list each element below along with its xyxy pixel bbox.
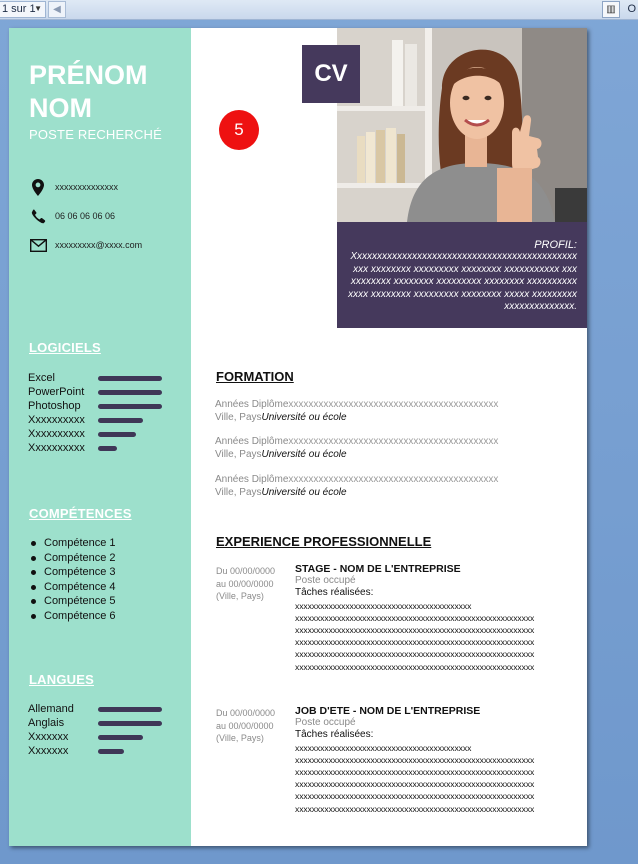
task-line: xxxxxxxxxxxxxxxxxxxxxxxxxxxxxxxxxxxxxxxxxxxxxxxxxxxxxxxxx [295,803,535,814]
document-page [9,28,587,846]
skill-label: Xxxxxxxxxx [28,414,85,426]
skill-label: Xxxxxxxxxx [28,442,85,454]
task-line: xxxxxxxxxxxxxxxxxxxxxxxxxxxxxxxxxxxxxxxxxx [295,600,472,611]
list-item: Compétence 5 [29,594,116,609]
skill-label: Excel [28,372,55,384]
formation-entry [215,436,515,461]
phone-text: 06 06 06 06 06 [55,211,116,221]
contact-address [29,178,118,196]
task-line: xxxxxxxxxxxxxxxxxxxxxxxxxxxxxxxxxxxxxxxxxxxxxxxxxxxxxxxxx [295,791,535,802]
skill-row [28,702,168,716]
number-badge: 5 [219,110,259,150]
date-from: Du 00/00/0000 [216,708,276,718]
page-indicator-label: 1 sur 1 [2,3,36,15]
arrow-left-icon: ◀ [53,4,61,15]
formation-years: Années Diplôme [215,436,289,447]
formation-entry [215,474,515,499]
contact-phone [29,207,115,225]
skill-level-bar [98,735,143,740]
skill-label: Xxxxxxx [28,731,69,743]
profil-box [337,222,587,328]
task-line: xxxxxxxxxxxxxxxxxxxxxxxxxxxxxxxxxxxxxxxxxxxxxxxxxxxxxxxxx [295,754,535,765]
competences-title: COMPÉTENCES [29,506,132,521]
pages-icon: ▥ [606,4,616,15]
experience-location: (Ville, Pays) [216,591,264,601]
page-indicator-dropdown[interactable] [0,1,46,18]
email-text: xxxxxxxxx@xxxx.com [55,240,143,250]
skill-row [28,441,168,455]
skill-level-bar [98,390,162,395]
chevron-down-icon: ▼ [34,4,42,13]
tasks-label: Tâches réalisées: [295,587,374,599]
date-to: au 00/00/0000 [216,578,274,589]
job-position: Poste occupé [295,717,356,729]
task-line: xxxxxxxxxxxxxxxxxxxxxxxxxxxxxxxxxxxxxxxxxxxxxxxxxxxxxxxxx [295,625,535,636]
task-line: xxxxxxxxxxxxxxxxxxxxxxxxxxxxxxxxxxxxxxxxxxxxxxxxxxxxxxxxx [295,612,535,623]
task-line: xxxxxxxxxxxxxxxxxxxxxxxxxxxxxxxxxxxxxxxxxxxxxxxxxxxxxxxxx [295,661,535,672]
resume-sidebar [9,28,191,846]
list-item: Compétence 6 [29,609,116,624]
tasks-label: Tâches réalisées: [295,729,374,741]
skill-row [28,716,168,730]
skill-level-bar [98,446,117,451]
formation-x: xxxxxxxxxxxxxxxxxxxxxxxxxxxxxxxxxxxxxxxxxx [288,474,499,485]
experience-location: (Ville, Pays) [216,733,264,743]
task-line: xxxxxxxxxxxxxxxxxxxxxxxxxxxxxxxxxxxxxxxxxxxxxxxxxxxxxxxxx [295,637,535,648]
formation-x: xxxxxxxxxxxxxxxxxxxxxxxxxxxxxxxxxxxxxxxxxx [288,436,499,447]
formation-title: FORMATION [216,369,294,384]
skill-label: PowerPoint [28,386,85,398]
formation-school: Université ou école [261,486,347,498]
list-item: Compétence 4 [29,580,116,595]
date-to: au 00/00/0000 [216,720,274,731]
job-position: Poste occupé [295,575,356,587]
formation-school: Université ou école [261,448,347,460]
formation-years: Années Diplôme [215,474,289,485]
experience-title: EXPERIENCE PROFESSIONNELLE [216,534,432,549]
skill-row [28,399,168,413]
skill-label: Xxxxxxxxxx [28,428,85,440]
skill-row [28,385,168,399]
skill-level-bar [98,707,162,712]
profile-photo [337,28,587,222]
formation-place: Ville, Pays [215,411,262,423]
skill-row [28,427,168,441]
formation-years: Années Diplôme [215,399,289,410]
list-item: Compétence 2 [29,551,116,566]
skill-level-bar [98,404,162,409]
formation-entry [215,399,515,424]
skill-row [28,413,168,427]
cv-badge: CV [302,45,360,103]
task-line: xxxxxxxxxxxxxxxxxxxxxxxxxxxxxxxxxxxxxxxxxxxxxxxxxxxxxxxxx [295,649,535,660]
skill-row [28,730,168,744]
experience-entry [295,563,567,673]
page-view-button[interactable] [602,1,620,18]
skill-level-bar [98,749,124,754]
contact-email [29,236,142,254]
task-line: xxxxxxxxxxxxxxxxxxxxxxxxxxxxxxxxxxxxxxxxxxxxxxxxxxxxxxxxx [295,779,535,790]
list-item: Compétence 3 [29,565,116,580]
address-text: xxxxxxxxxxxxxx [55,182,118,192]
skill-level-bar [98,418,143,423]
map-pin-icon [29,178,47,196]
task-line: xxxxxxxxxxxxxxxxxxxxxxxxxxxxxxxxxxxxxxxxxxxxxxxxxxxxxxxxx [295,767,535,778]
toolbar-right-label: O [627,3,636,15]
skill-label: Photoshop [28,400,81,412]
previous-page-button[interactable] [48,1,66,18]
list-item: Compétence 1 [29,536,116,551]
competences-list [29,536,116,624]
skill-label: Xxxxxxx [28,745,69,757]
last-name: NOM [29,93,92,123]
skill-row [28,371,168,385]
skill-level-bar [98,721,162,726]
skill-label: Anglais [28,717,65,729]
experience-dates [216,565,296,603]
envelope-icon [29,236,47,254]
formation-school: Université ou école [261,411,347,423]
viewer-toolbar [0,0,638,20]
langues-title: LANGUES [29,672,94,687]
formation-place: Ville, Pays [215,486,262,498]
experience-dates [216,707,296,745]
job-title: JOB D'ETE - NOM DE L'ENTREPRISE [295,705,481,717]
target-position: POSTE RECHERCHÉ [29,127,163,142]
logiciels-title: LOGICIELS [29,340,101,355]
job-title: STAGE - NOM DE L'ENTREPRISE [295,563,461,575]
phone-icon [29,207,47,225]
skill-level-bar [98,432,136,437]
task-line: xxxxxxxxxxxxxxxxxxxxxxxxxxxxxxxxxxxxxxxxxx [295,742,472,753]
date-from: Du 00/00/0000 [216,566,276,576]
skill-level-bar [98,376,162,381]
formation-place: Ville, Pays [215,448,262,460]
skill-row [28,744,168,758]
formation-x: xxxxxxxxxxxxxxxxxxxxxxxxxxxxxxxxxxxxxxxxxx [288,399,499,410]
profil-text: Xxxxxxxxxxxxxxxxxxxxxxxxxxxxxxxxxxxxxxxxxxxxx xxx xxxxxxxx xxxxxxxxx xxxxxxxx xxxxxxxxxxx xxx xxxxxxxx xxxxxxxx xxxxxxxxx xxxxxxxx xxxxxxxxxxxxxx xxxxxxxx xxxxxxxxx xxxxxxxx xxxxx xxxxxxxxxxxxxxxxxxxxxxx. [348,251,577,313]
skill-label: Allemand [28,703,74,715]
experience-entry [295,705,567,815]
candidate-name [29,59,189,125]
first-name: PRÉNOM [29,60,148,90]
profil-label: PROFIL: [534,239,577,251]
